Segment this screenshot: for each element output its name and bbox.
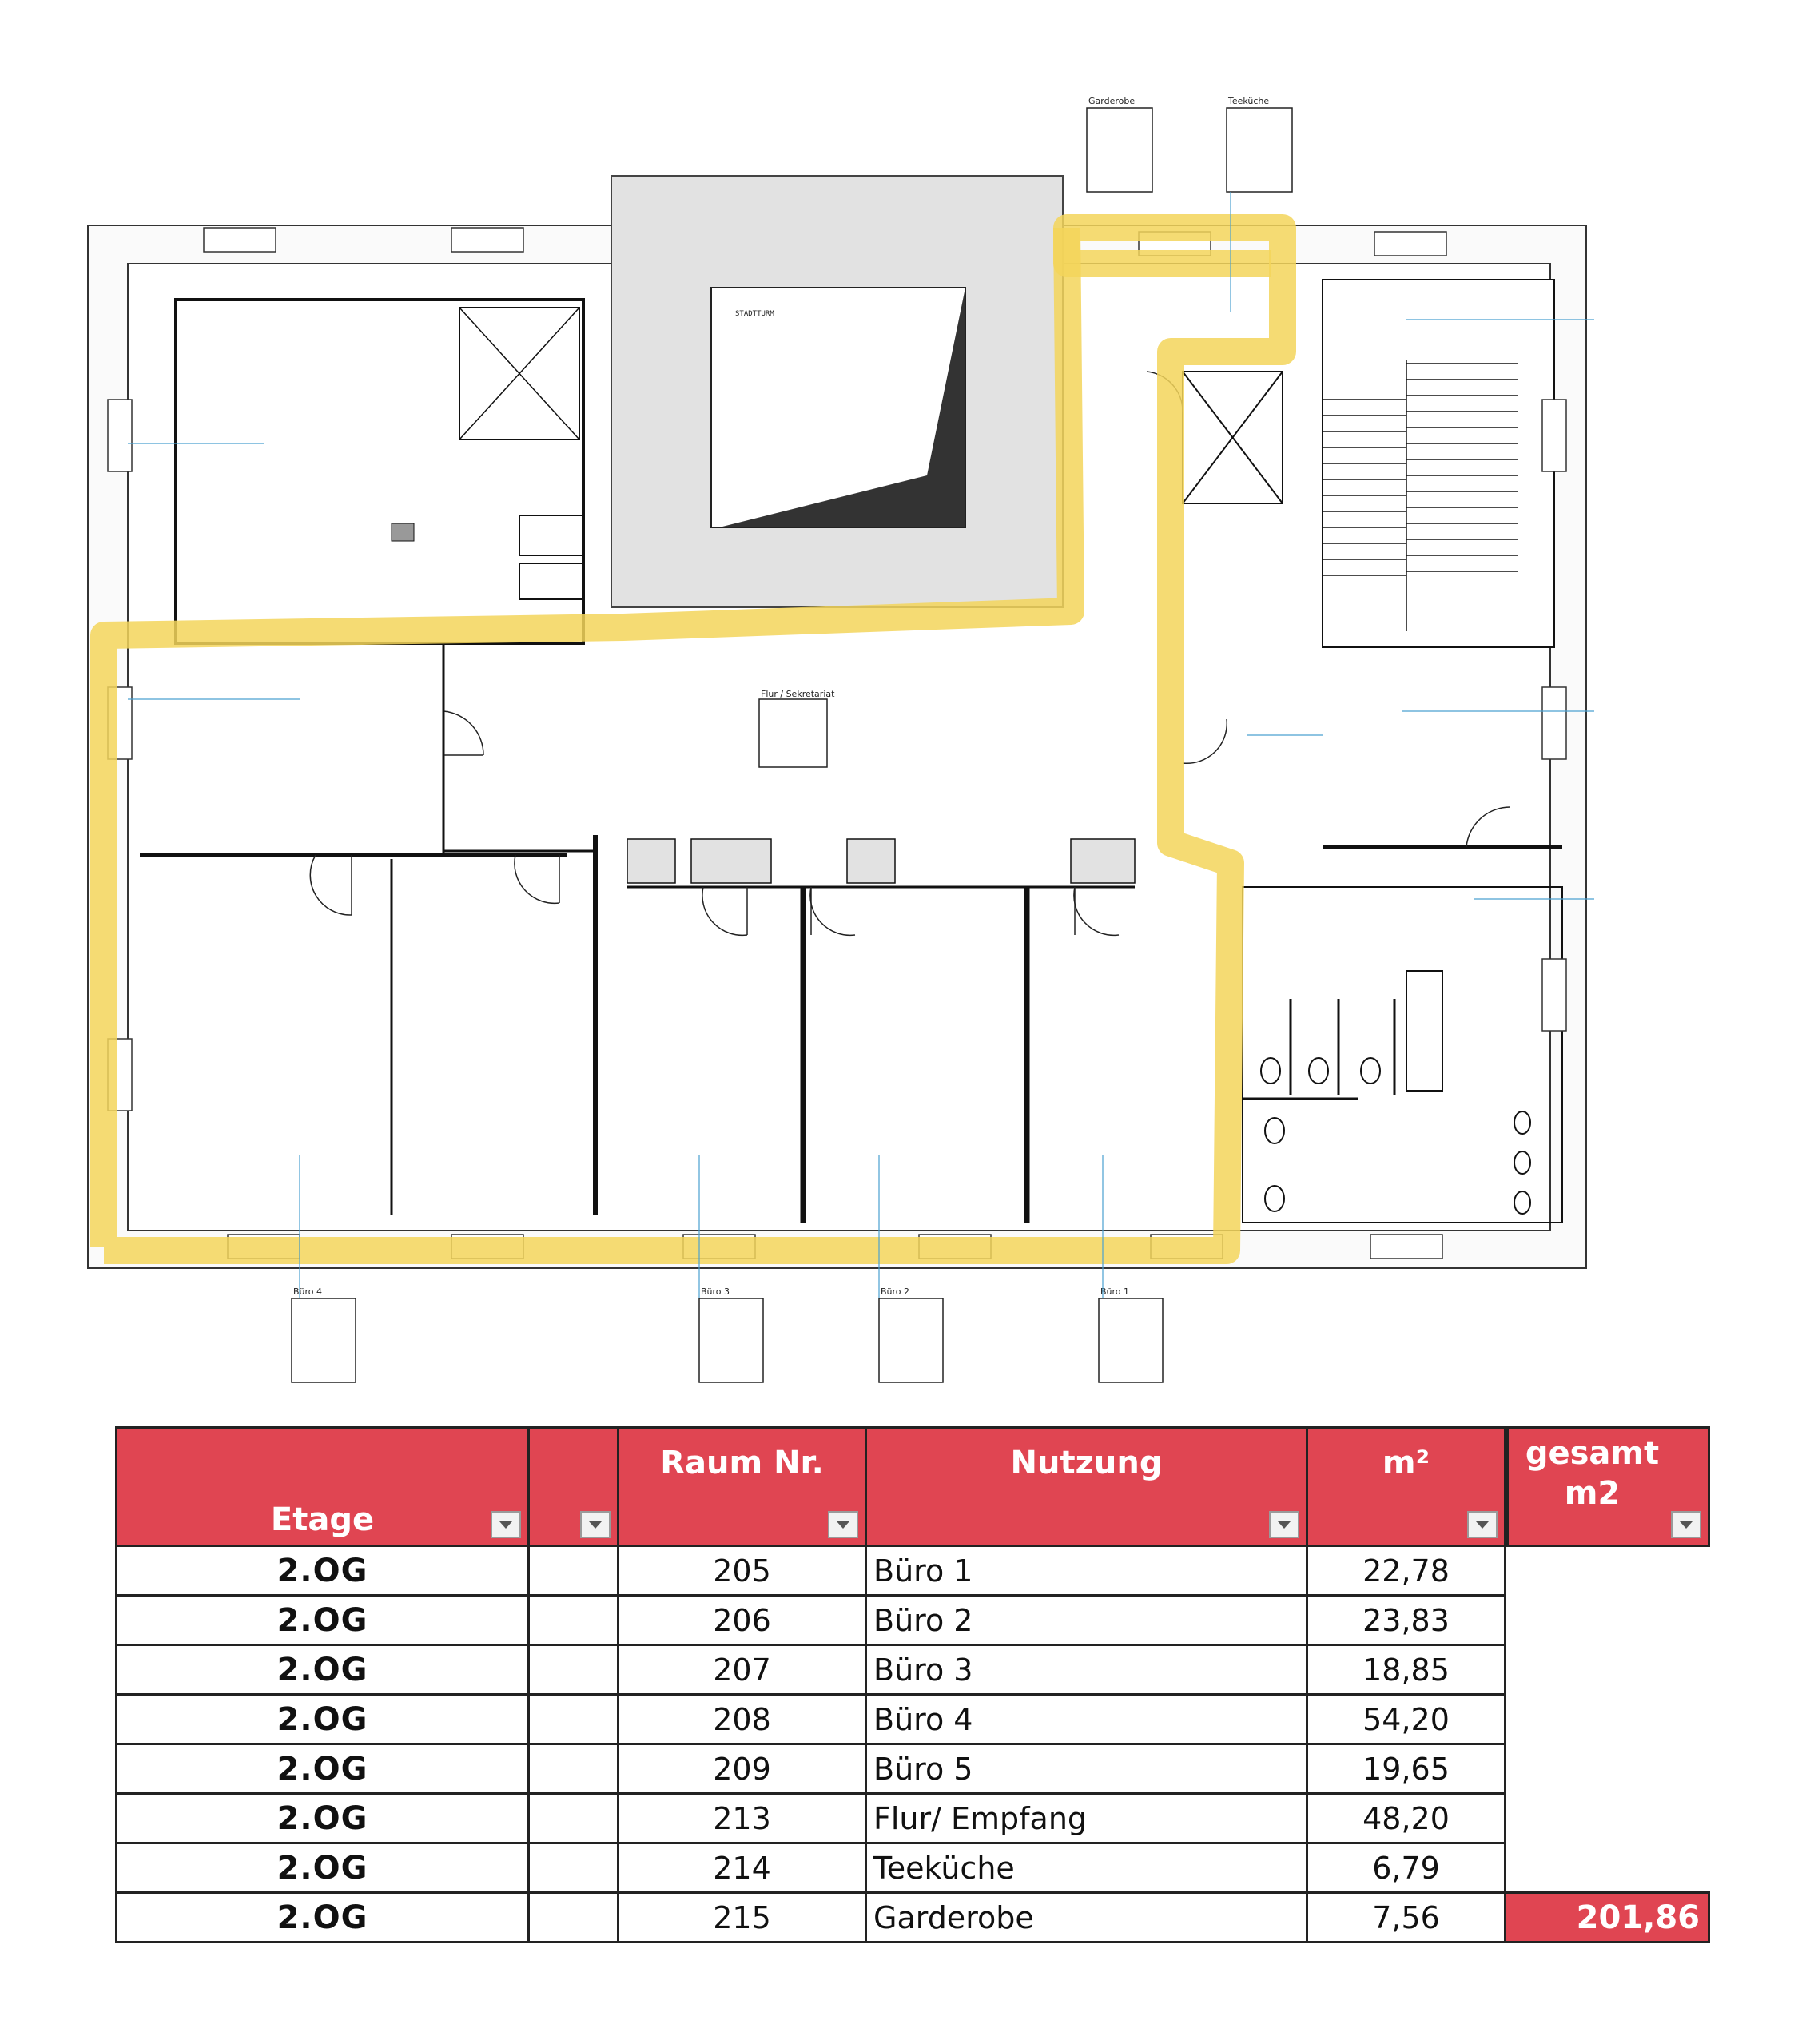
table-row xyxy=(117,1843,1709,1893)
cell-gesamt xyxy=(1506,1794,1709,1843)
cell-gesamt xyxy=(1506,1744,1709,1794)
header-gesamt xyxy=(1506,1428,1709,1546)
room-stamp-teekueche xyxy=(1227,96,1292,192)
cell-nutzung: Büro 3 xyxy=(866,1645,1307,1695)
room-stamp-flur xyxy=(759,689,835,767)
cell-etage: 2.OG xyxy=(117,1596,529,1645)
cell-raum-nr: 214 xyxy=(619,1843,866,1893)
stamp-title: Büro 3 xyxy=(701,1286,730,1297)
cell-nutzung: Büro 2 xyxy=(866,1596,1307,1645)
total-gesamt-cell: 201,86 xyxy=(1506,1893,1709,1943)
chevron-down-icon xyxy=(1278,1521,1291,1529)
cell-nutzung: Garderobe xyxy=(866,1893,1307,1943)
cell-m2: 7,56 xyxy=(1307,1893,1506,1943)
cell-raum-nr: 213 xyxy=(619,1794,866,1843)
cell-etage: 2.OG xyxy=(117,1843,529,1893)
header-blank xyxy=(529,1428,619,1546)
cell-blank xyxy=(529,1645,619,1695)
room-stamp-buero2 xyxy=(879,1286,943,1382)
cell-gesamt xyxy=(1506,1645,1709,1695)
header-m2 xyxy=(1307,1428,1506,1546)
chevron-down-icon xyxy=(499,1521,512,1529)
room-stamp-buero4 xyxy=(292,1286,356,1382)
cell-etage: 2.OG xyxy=(117,1744,529,1794)
cell-m2: 18,85 xyxy=(1307,1645,1506,1695)
filter-dropdown-etage[interactable] xyxy=(491,1511,521,1538)
header-gesamt-box xyxy=(1506,1429,1708,1545)
cell-etage: 2.OG xyxy=(117,1546,529,1596)
table-row xyxy=(117,1596,1709,1645)
filter-dropdown-blank[interactable] xyxy=(580,1511,611,1538)
tower-label: STADTTURM xyxy=(735,310,774,318)
stamp-title: Büro 4 xyxy=(293,1286,323,1297)
cell-m2: 22,78 xyxy=(1307,1546,1506,1596)
cell-m2: 54,20 xyxy=(1307,1695,1506,1744)
cell-nutzung: Teeküche xyxy=(866,1843,1307,1893)
cell-blank xyxy=(529,1596,619,1645)
table-row xyxy=(117,1893,1709,1943)
chevron-down-icon xyxy=(837,1521,849,1529)
area-table xyxy=(115,1426,1710,1943)
cell-etage: 2.OG xyxy=(117,1695,529,1744)
header-gesamt-line1: gesamt xyxy=(1525,1435,1660,1472)
cell-etage: 2.OG xyxy=(117,1645,529,1695)
cell-blank xyxy=(529,1843,619,1893)
cell-blank xyxy=(529,1893,619,1943)
table-row xyxy=(117,1695,1709,1744)
chevron-down-icon xyxy=(1476,1521,1489,1529)
cell-raum-nr: 208 xyxy=(619,1695,866,1744)
cell-nutzung: Büro 1 xyxy=(866,1546,1307,1596)
stamp-title: Flur / Sekretariat xyxy=(761,689,835,699)
chevron-down-icon xyxy=(1680,1521,1693,1529)
table-row xyxy=(117,1546,1709,1596)
header-gesamt-line2: m2 xyxy=(1564,1475,1621,1512)
cell-blank xyxy=(529,1794,619,1843)
filter-dropdown-nutzung[interactable] xyxy=(1269,1511,1299,1538)
cell-gesamt xyxy=(1506,1843,1709,1893)
stamp-title: Büro 1 xyxy=(1100,1286,1130,1297)
cell-blank xyxy=(529,1744,619,1794)
header-raum-nr-label: Raum Nr. xyxy=(660,1445,824,1481)
cell-raum-nr: 215 xyxy=(619,1893,866,1943)
header-raum-nr xyxy=(619,1428,866,1546)
filter-dropdown-raum-nr[interactable] xyxy=(828,1511,858,1538)
cell-nutzung: Flur/ Empfang xyxy=(866,1794,1307,1843)
cell-raum-nr: 205 xyxy=(619,1546,866,1596)
cell-nutzung: Büro 4 xyxy=(866,1695,1307,1744)
stamp-title: Büro 2 xyxy=(881,1286,910,1297)
cell-gesamt xyxy=(1506,1546,1709,1596)
tower xyxy=(611,176,1063,607)
stamp-title: Teeküche xyxy=(1228,96,1270,106)
cell-m2: 6,79 xyxy=(1307,1843,1506,1893)
stamp-title: Garderobe xyxy=(1088,96,1136,106)
cell-raum-nr: 207 xyxy=(619,1645,866,1695)
table-row xyxy=(117,1744,1709,1794)
header-nutzung-label: Nutzung xyxy=(1010,1445,1163,1481)
header-m2-label: m² xyxy=(1382,1445,1430,1481)
header-gesamt-text xyxy=(1509,1434,1676,1513)
cell-m2: 19,65 xyxy=(1307,1744,1506,1794)
cell-blank xyxy=(529,1546,619,1596)
cell-nutzung: Büro 5 xyxy=(866,1744,1307,1794)
cell-m2: 48,20 xyxy=(1307,1794,1506,1843)
room-stamp-garderobe xyxy=(1087,96,1152,192)
cell-etage: 2.OG xyxy=(117,1794,529,1843)
filter-dropdown-m2[interactable] xyxy=(1467,1511,1498,1538)
cell-blank xyxy=(529,1695,619,1744)
header-etage-label: Etage xyxy=(270,1501,375,1538)
table-row xyxy=(117,1645,1709,1695)
filter-dropdown-gesamt[interactable] xyxy=(1671,1511,1701,1538)
room-stamp-buero1 xyxy=(1099,1286,1163,1382)
table-header-row xyxy=(117,1428,1709,1546)
cell-raum-nr: 209 xyxy=(619,1744,866,1794)
cell-gesamt xyxy=(1506,1695,1709,1744)
cell-m2: 23,83 xyxy=(1307,1596,1506,1645)
header-nutzung xyxy=(866,1428,1307,1546)
table-row xyxy=(117,1794,1709,1843)
cell-etage: 2.OG xyxy=(117,1893,529,1943)
cell-gesamt xyxy=(1506,1596,1709,1645)
room-stamp-buero3 xyxy=(699,1286,763,1382)
chevron-down-icon xyxy=(589,1521,602,1529)
header-etage xyxy=(117,1428,529,1546)
cell-raum-nr: 206 xyxy=(619,1596,866,1645)
